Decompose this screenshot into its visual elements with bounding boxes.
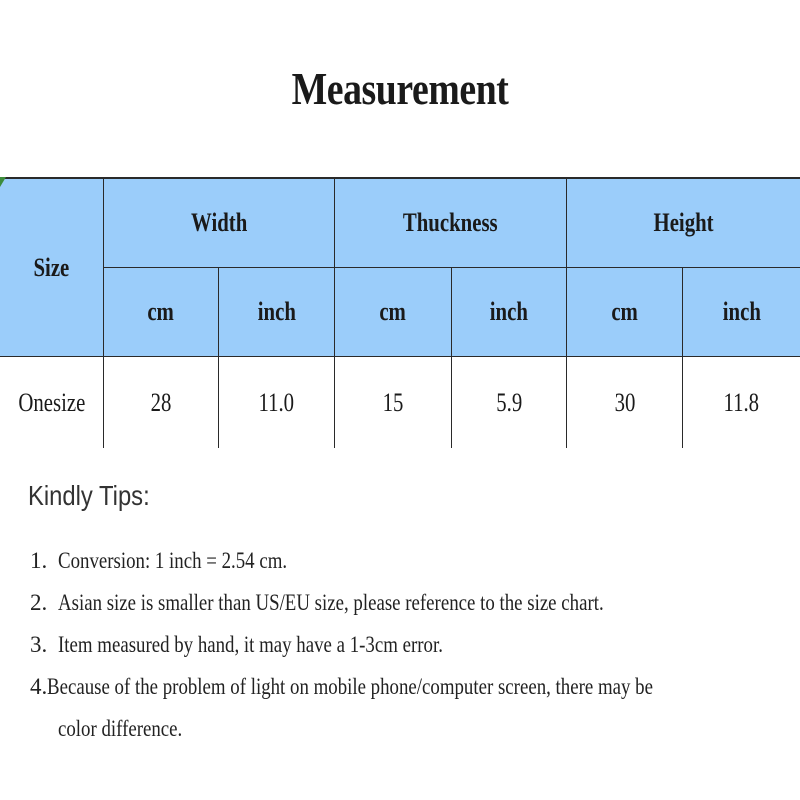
header-height: Height xyxy=(567,179,800,268)
list-item-continuation xyxy=(30,708,770,750)
unit-header: cm xyxy=(567,268,683,357)
table-cell: 28 xyxy=(104,357,219,448)
list-item xyxy=(30,666,770,708)
list-item xyxy=(30,582,770,624)
table-cell: 30 xyxy=(567,357,683,448)
size-table xyxy=(0,177,800,446)
table-cell: 11.8 xyxy=(683,357,800,448)
list-text: color difference. xyxy=(58,716,183,741)
header-width: Width xyxy=(104,179,335,268)
tips-title: Kindly Tips: xyxy=(28,480,150,511)
list-text: Because of the problem of light on mobile phone/computer screen, there may be xyxy=(47,674,654,699)
list-item xyxy=(30,624,770,666)
list-text: Conversion: 1 inch = 2.54 cm. xyxy=(58,548,288,573)
list-number: 2. xyxy=(30,590,48,615)
list-number: 3. xyxy=(30,632,48,657)
unit-header: inch xyxy=(219,268,335,357)
list-text: Asian size is smaller than US/EU size, please reference to the size chart. xyxy=(58,590,604,615)
unit-header: inch xyxy=(452,268,567,357)
unit-header: inch xyxy=(683,268,800,357)
list-number: 4. xyxy=(30,674,48,699)
header-size: Size xyxy=(0,179,104,357)
table-cell: 11.0 xyxy=(219,357,335,448)
header-thickness: Thuckness xyxy=(335,179,567,268)
page-title: Measurement xyxy=(291,63,509,114)
table-cell: 15 xyxy=(335,357,452,448)
table-cell: 5.9 xyxy=(452,357,567,448)
tips-list xyxy=(30,540,770,750)
list-text: Item measured by hand, it may have a 1-3cm error. xyxy=(58,632,443,657)
list-item xyxy=(30,540,770,582)
unit-header: cm xyxy=(335,268,452,357)
unit-header: cm xyxy=(104,268,219,357)
list-number: 1. xyxy=(30,548,48,573)
corner-marker xyxy=(0,177,6,187)
row-label: Onesize xyxy=(0,357,104,448)
